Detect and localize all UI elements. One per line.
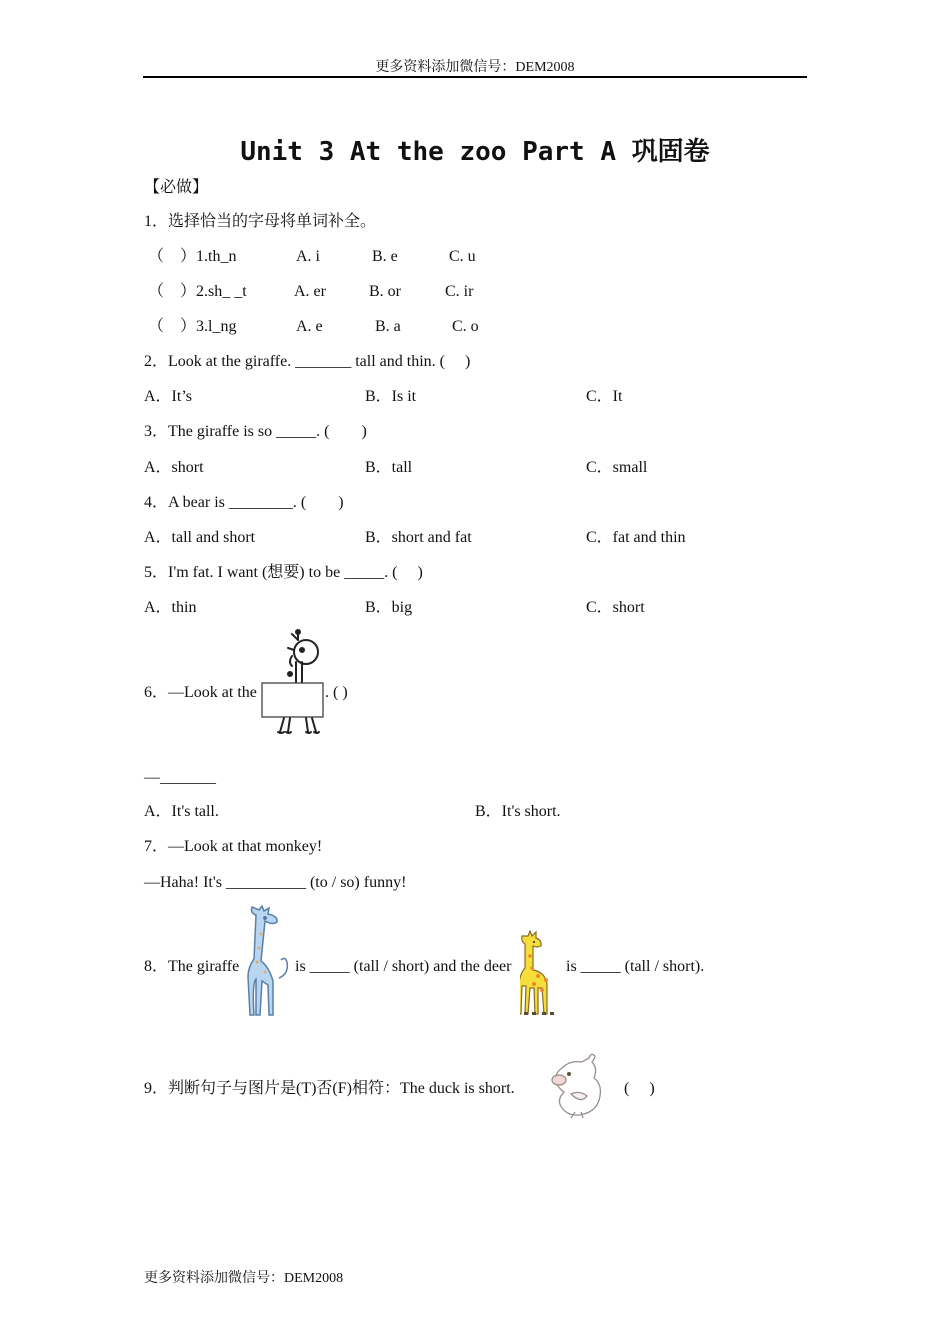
q8-part3: is _____ (tall / short). (566, 958, 705, 975)
giraffe-sign-icon (258, 628, 330, 738)
q4-stem: 4．A bear is ________. ( ) (144, 494, 344, 511)
q9-answer-paren: ( ) (624, 1080, 655, 1097)
q1-item1-option-c: C. u (449, 248, 476, 265)
q4-option-a: A．tall and short (144, 529, 256, 546)
q1-item1-option-b: B. e (372, 248, 398, 265)
q3-option-c: C．small (586, 459, 648, 476)
q2-option-a: A．It’s (144, 388, 193, 405)
page-footer: 更多资料添加微信号：DEM2008 (144, 1271, 344, 1286)
q8-part1: 8．The giraffe (144, 958, 240, 975)
q6-stem-after: . ( ) (325, 684, 348, 701)
q1-stem: 1．选择恰当的字母将单词补全。 (144, 213, 377, 230)
page-title: Unit 3 At the zoo Part A 巩固卷 (240, 137, 710, 167)
q2-option-b: B．Is it (365, 388, 417, 405)
duck-icon (545, 1050, 607, 1120)
q1-item3-paren: （ ）3.l_ng (148, 318, 237, 335)
q6-option-b: B．It's short. (475, 803, 561, 820)
q1-item2-option-b: B. or (369, 283, 401, 300)
q2-option-c: C．It (586, 388, 623, 405)
q1-item2-option-a: A. er (294, 283, 326, 300)
q3-option-a: A．short (144, 459, 204, 476)
tall-giraffe-icon (245, 904, 293, 1016)
header-divider (143, 76, 807, 78)
deer-icon (520, 930, 566, 1016)
q9-stem: 9．判断句子与图片是(T)否(F)相符：The duck is short. (144, 1080, 515, 1097)
q1-item1-paren: （ ）1.th_n (148, 248, 237, 265)
q2-stem: 2．Look at the giraffe. _______ tall and thin. ( ) (144, 353, 471, 370)
q5-option-b: B．big (365, 599, 413, 616)
section-label: 【必做】 (144, 179, 209, 196)
q1-item3-option-b: B. a (375, 318, 401, 335)
q4-option-c: C．fat and thin (586, 529, 686, 546)
q8-part2: is _____ (tall / short) and the deer (295, 958, 512, 975)
q7-line1: 7．—Look at that monkey! (144, 838, 323, 855)
q6-stem-before: 6．—Look at the (144, 684, 257, 701)
q1-item1-option-a: A. i (296, 248, 320, 265)
q5-option-c: C．short (586, 599, 645, 616)
q5-stem: 5．I'm fat. I want (想要) to be _____. ( ) (144, 564, 423, 581)
q3-option-b: B．tall (365, 459, 413, 476)
q1-item3-option-a: A. e (296, 318, 323, 335)
page-header: 更多资料添加微信号：DEM2008 (375, 60, 575, 75)
q4-option-b: B．short and fat (365, 529, 472, 546)
q7-line2: —Haha! It's __________ (to / so) funny! (144, 874, 407, 891)
q1-item2-paren: （ ）2.sh_ _t (148, 283, 247, 300)
q6-answer-line: —_______ (144, 769, 216, 786)
q3-stem: 3．The giraffe is so _____. ( ) (144, 423, 367, 440)
q5-option-a: A．thin (144, 599, 197, 616)
q1-item3-option-c: C. o (452, 318, 479, 335)
q1-item2-option-c: C. ir (445, 283, 474, 300)
q6-option-a: A．It's tall. (144, 803, 219, 820)
